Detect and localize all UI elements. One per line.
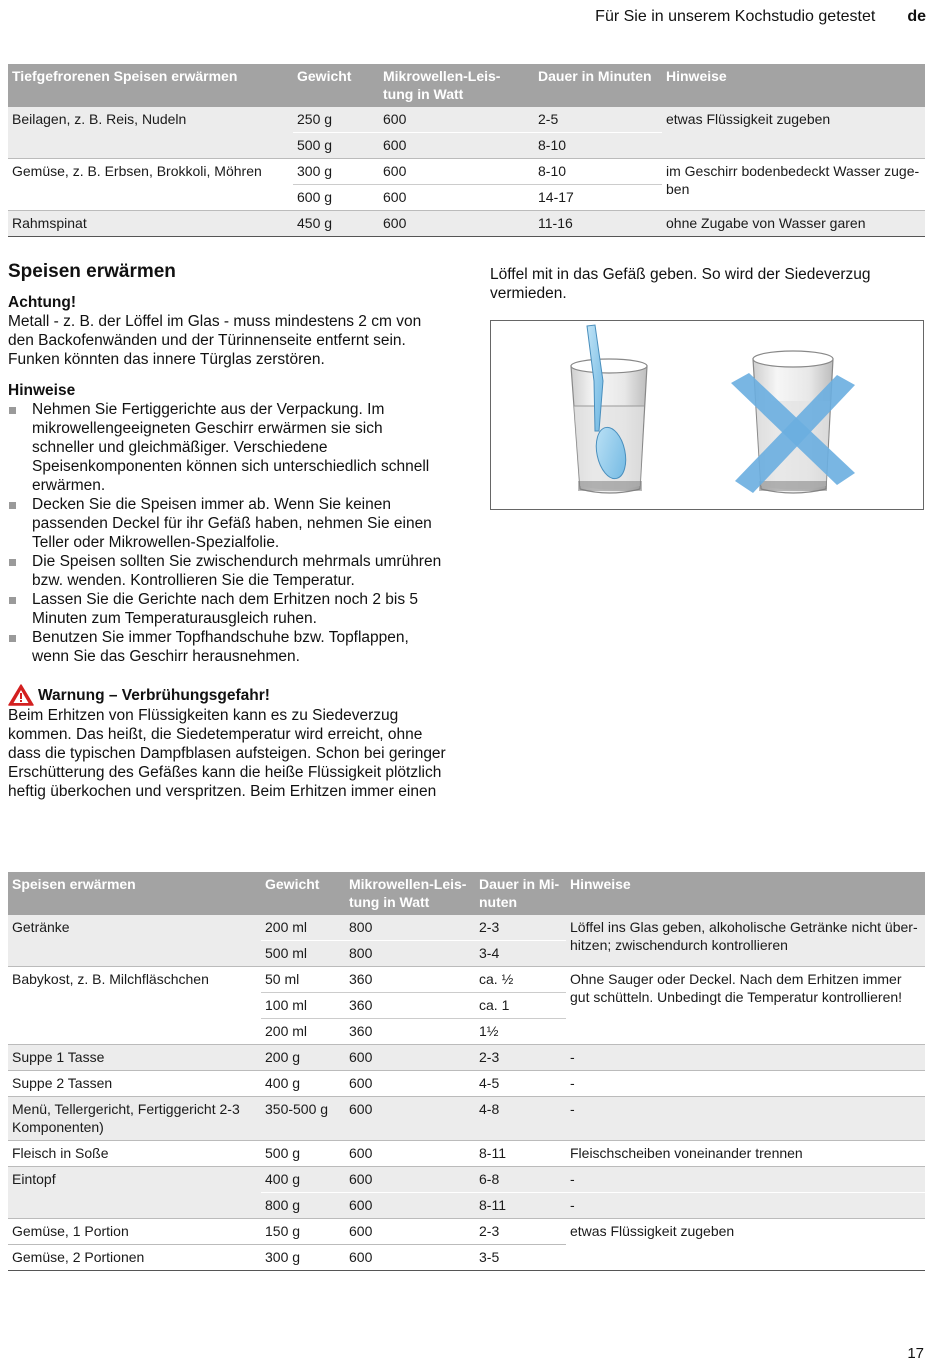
warning-text: Beim Erhitzen von Flüssigkeiten kann es zu Siedeverzug kommen. Das heißt, die Siedetemperatur wird erreicht, ohne dass die typischen Dampfblasen aufsteigen. Schon bei geringer Erschütterung des Gefäßes kann die heiße Flüssigkeit plötzlich heftig überkochen und verspritzen. Beim Erhitzen immer einen	[8, 707, 446, 800]
weight-cell: 150 g	[261, 1219, 345, 1245]
power-cell: 360	[345, 967, 475, 993]
power-cell: 360	[345, 993, 475, 1019]
page-number: 17	[907, 1345, 924, 1362]
time-cell: 8-11	[475, 1193, 566, 1219]
note-cell: Fleischscheiben voneinander trennen	[566, 1141, 925, 1167]
time-cell: 2-3	[475, 915, 566, 941]
time-cell: ca. 1	[475, 993, 566, 1019]
power-cell: 600	[345, 1219, 475, 1245]
food-cell: Eintopf	[8, 1167, 261, 1219]
table-row	[8, 1167, 925, 1193]
note-cell: -	[566, 1097, 925, 1141]
warning-triangle-icon	[8, 684, 34, 706]
power-cell: 800	[345, 941, 475, 967]
power-cell: 800	[345, 915, 475, 941]
table-row	[8, 967, 925, 993]
power-cell: 600	[345, 1167, 475, 1193]
weight-cell: 300 g	[261, 1245, 345, 1271]
food-cell: Beilagen, z. B. Reis, Nudeln	[8, 107, 293, 159]
note-cell: etwas Flüssigkeit zugeben	[566, 1219, 925, 1271]
food-cell: Getränke	[8, 915, 261, 967]
column-header: Dauer in Mi-nuten	[475, 872, 566, 915]
power-cell: 360	[345, 1019, 475, 1045]
table-row	[8, 211, 925, 237]
power-cell: 600	[379, 133, 534, 159]
column-header: Hinweise	[566, 872, 925, 915]
weight-cell: 200 ml	[261, 1019, 345, 1045]
time-cell: 11-16	[534, 211, 662, 237]
list-item: Lassen Sie die Gerichte nach dem Erhitzen noch 2 bis 5 Minuten zum Temperaturausgleich ruhen.	[8, 590, 448, 628]
weight-cell: 200 ml	[261, 915, 345, 941]
table-row	[8, 107, 925, 133]
time-cell: 1½	[475, 1019, 566, 1045]
continued-text: Löffel mit in das Gefäß geben. So wird der Siedeverzug vermieden.	[490, 266, 871, 302]
table-row	[8, 1045, 925, 1071]
food-cell: Fleisch in Soße	[8, 1141, 261, 1167]
power-cell: 600	[345, 1141, 475, 1167]
time-cell: 3-4	[475, 941, 566, 967]
column-header: Dauer in Minuten	[534, 64, 662, 107]
table-row	[8, 1141, 925, 1167]
weight-cell: 300 g	[293, 159, 379, 185]
weight-cell: 400 g	[261, 1071, 345, 1097]
power-cell: 600	[345, 1045, 475, 1071]
section-title: Speisen erwärmen	[8, 261, 176, 282]
food-cell: Gemüse, z. B. Erbsen, Brokkoli, Möhren	[8, 159, 293, 211]
weight-cell: 450 g	[293, 211, 379, 237]
note-cell: ohne Zugabe von Wasser garen	[662, 211, 925, 237]
table-row	[8, 915, 925, 941]
column-header: Hinweise	[662, 64, 925, 107]
time-cell: 2-3	[475, 1045, 566, 1071]
warning-heading: Warnung – Verbrühungsgefahr!	[38, 686, 270, 704]
time-cell: 2-5	[534, 107, 662, 133]
food-cell: Suppe 2 Tassen	[8, 1071, 261, 1097]
time-cell: ca. ½	[475, 967, 566, 993]
glasses-illustration	[491, 321, 923, 509]
power-cell: 600	[379, 185, 534, 211]
weight-cell: 400 g	[261, 1167, 345, 1193]
list-item: Nehmen Sie Fertiggerichte aus der Verpackung. Im mikrowellengeeigneten Geschirr erwärmen sie sich schneller und gleichmäßiger. Verschiedene Speisenkomponenten können sich unterschiedlich schnell erwärmen.	[8, 400, 448, 495]
power-cell: 600	[345, 1071, 475, 1097]
note-cell: Ohne Sauger oder Deckel. Nach dem Erhitzen immer gut schütteln. Unbedingt die Temperatur kontrollieren!	[566, 967, 925, 1045]
note-cell: -	[566, 1045, 925, 1071]
note-cell: Löffel ins Glas geben, alkoholische Getränke nicht über-hitzen; zwischendurch kontrollieren	[566, 915, 925, 967]
glass-with-spoon	[571, 325, 647, 493]
food-cell: Gemüse, 2 Portionen	[8, 1245, 261, 1271]
column-header: Speisen erwärmen	[8, 872, 261, 915]
time-cell: 3-5	[475, 1245, 566, 1271]
weight-cell: 500 ml	[261, 941, 345, 967]
header-title: Für Sie in unserem Kochstudio getestet	[595, 8, 876, 25]
weight-cell: 50 ml	[261, 967, 345, 993]
table-header-row	[8, 64, 925, 107]
note-cell: -	[566, 1071, 925, 1097]
power-cell: 600	[345, 1193, 475, 1219]
glass-spoon-illustration	[490, 320, 924, 510]
weight-cell: 800 g	[261, 1193, 345, 1219]
time-cell: 8-10	[534, 133, 662, 159]
page-header	[595, 8, 926, 26]
note-cell: etwas Flüssigkeit zugeben	[662, 107, 925, 159]
left-column	[8, 262, 448, 803]
weight-cell: 350-500 g	[261, 1097, 345, 1141]
table-row	[8, 1219, 925, 1245]
power-cell: 600	[345, 1097, 475, 1141]
time-cell: 4-8	[475, 1097, 566, 1141]
list-item: Die Speisen sollten Sie zwischendurch mehrmals umrühren bzw. wenden. Kontrollieren Sie die Temperatur.	[8, 552, 448, 590]
time-cell: 8-11	[475, 1141, 566, 1167]
column-header: Gewicht	[261, 872, 345, 915]
note-cell: im Geschirr bodenbedeckt Wasser zuge-ben	[662, 159, 925, 211]
language-code: de	[907, 8, 926, 25]
weight-cell: 500 g	[293, 133, 379, 159]
weight-cell: 500 g	[261, 1141, 345, 1167]
reheat-food-table	[8, 872, 925, 1271]
power-cell: 600	[379, 211, 534, 237]
food-cell: Suppe 1 Tasse	[8, 1045, 261, 1071]
food-cell: Rahmspinat	[8, 211, 293, 237]
column-header: Gewicht	[293, 64, 379, 107]
caution-heading: Achtung!	[8, 294, 77, 311]
weight-cell: 600 g	[293, 185, 379, 211]
table-row	[8, 1097, 925, 1141]
power-cell: 600	[345, 1245, 475, 1271]
list-item: Benutzen Sie immer Topfhandschuhe bzw. Topflappen, wenn Sie das Geschirr herausnehmen.	[8, 628, 448, 666]
weight-cell: 200 g	[261, 1045, 345, 1071]
note-cell: -	[566, 1193, 925, 1219]
time-cell: 6-8	[475, 1167, 566, 1193]
hints-list	[8, 400, 448, 666]
power-cell: 600	[379, 107, 534, 133]
weight-cell: 100 ml	[261, 993, 345, 1019]
time-cell: 4-5	[475, 1071, 566, 1097]
table-row	[8, 159, 925, 185]
power-cell: 600	[379, 159, 534, 185]
note-cell: -	[566, 1167, 925, 1193]
caution-text: Metall - z. B. der Löffel im Glas - muss mindestens 2 cm von den Backofenwänden und der Türinnenseite entfernt sein. Funken könnten das innere Türglas zerstören.	[8, 313, 422, 368]
table-row	[8, 1071, 925, 1097]
food-cell: Gemüse, 1 Portion	[8, 1219, 261, 1245]
time-cell: 8-10	[534, 159, 662, 185]
column-header: Mikrowellen-Leis-tung in Watt	[345, 872, 475, 915]
table-header-row	[8, 872, 925, 915]
list-item: Decken Sie die Speisen immer ab. Wenn Sie keinen passenden Deckel für ihr Gefäß haben, nehmen Sie einen Teller oder Mikrowellen-Spezialfolie.	[8, 495, 448, 552]
food-cell: Menü, Tellergericht, Fertiggericht 2-3 Komponenten)	[8, 1097, 261, 1141]
time-cell: 14-17	[534, 185, 662, 211]
column-header: Tiefgefrorenen Speisen erwärmen	[8, 64, 293, 107]
column-header: Mikrowellen-Leis-tung in Watt	[379, 64, 534, 107]
warning-heading-row	[8, 684, 448, 706]
food-cell: Babykost, z. B. Milchfläschchen	[8, 967, 261, 1045]
weight-cell: 250 g	[293, 107, 379, 133]
frozen-food-table	[8, 64, 925, 237]
time-cell: 2-3	[475, 1219, 566, 1245]
right-column	[490, 265, 924, 303]
hints-heading: Hinweise	[8, 382, 76, 399]
